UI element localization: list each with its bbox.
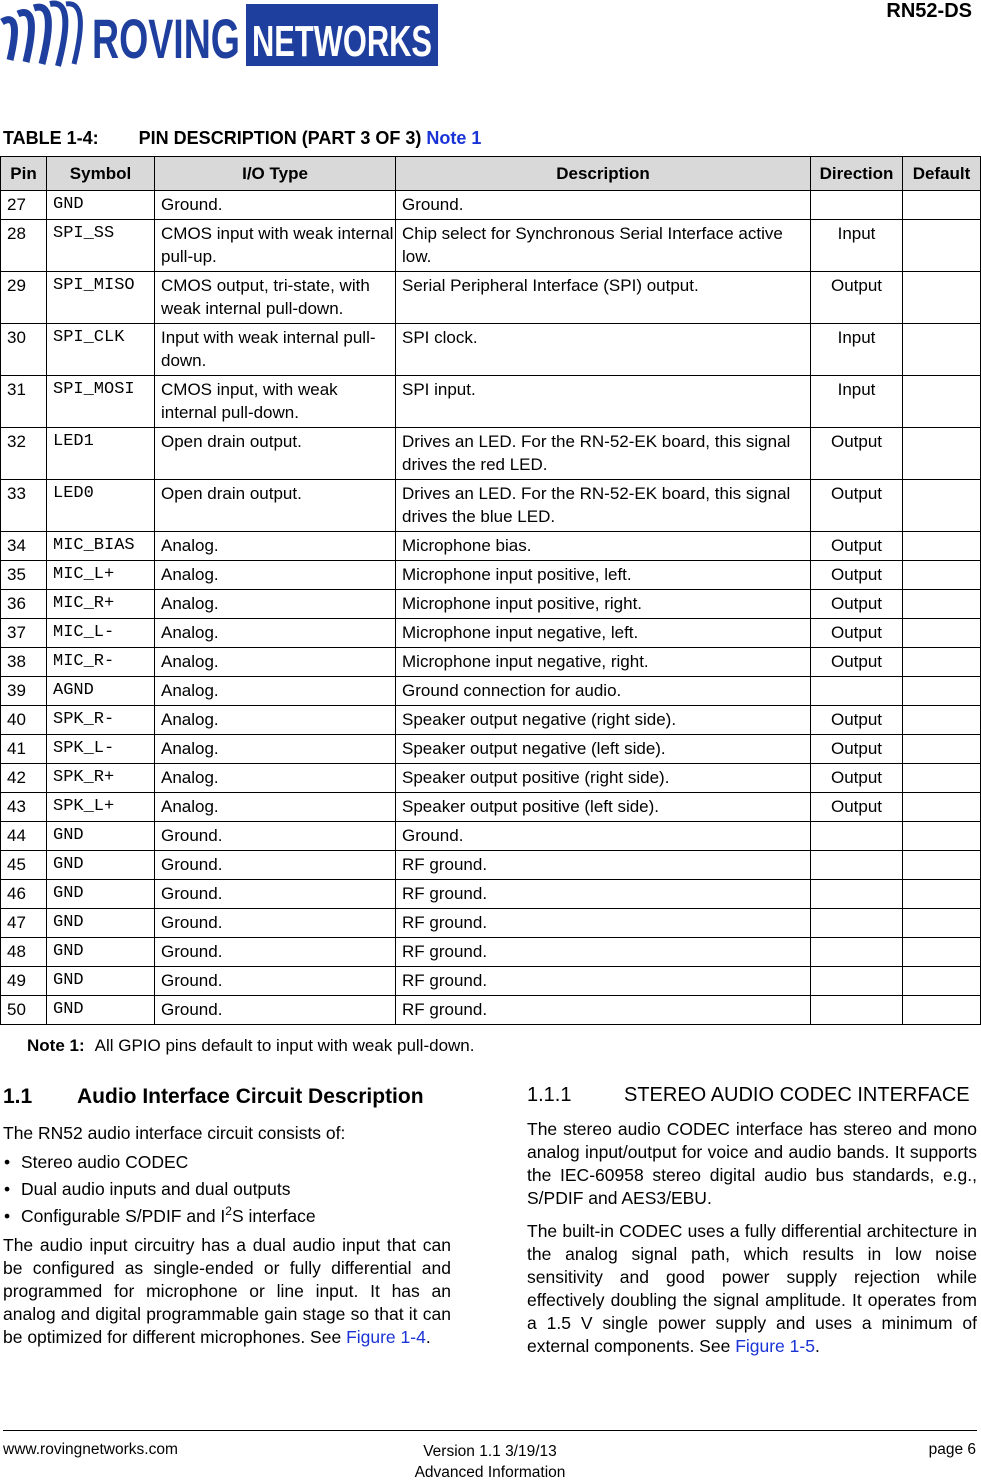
- cell-default: [903, 735, 981, 764]
- subsection-title: STEREO AUDIO CODEC INTERFACE: [624, 1084, 970, 1106]
- column-header-io-type: I/O Type: [155, 157, 396, 191]
- table-row: [1, 996, 981, 1025]
- table-row: [1, 590, 981, 619]
- document-id: RN52-DS: [886, 0, 972, 22]
- cell-direction: [811, 851, 903, 880]
- cell-io-type: Ground.: [155, 880, 396, 909]
- cell-direction: Output: [811, 272, 903, 324]
- table-row: [1, 532, 981, 561]
- logo-text-networks: NETWORKS: [252, 17, 432, 66]
- cell-direction: Output: [811, 793, 903, 822]
- cell-description: SPI input.: [396, 376, 811, 428]
- cell-description: Ground.: [396, 822, 811, 851]
- cell-io-type: Analog.: [155, 532, 396, 561]
- cell-description: SPI clock.: [396, 324, 811, 376]
- cell-io-type: CMOS input with weak internal pull-up.: [155, 220, 396, 272]
- cell-description: Ground connection for audio.: [396, 677, 811, 706]
- cell-pin: 28: [1, 220, 47, 272]
- table-row: [1, 272, 981, 324]
- cell-io-type: Open drain output.: [155, 428, 396, 480]
- cell-direction: Input: [811, 324, 903, 376]
- cell-direction: Output: [811, 561, 903, 590]
- cell-direction: [811, 677, 903, 706]
- cell-io-type: Ground.: [155, 938, 396, 967]
- cell-symbol: MIC_R+: [47, 590, 155, 619]
- cell-symbol: MIC_L+: [47, 561, 155, 590]
- cell-direction: Input: [811, 376, 903, 428]
- cell-description: RF ground.: [396, 880, 811, 909]
- pin-description-table: [0, 156, 981, 1025]
- feature-list: [3, 1149, 451, 1230]
- cell-direction: [811, 996, 903, 1025]
- cell-io-type: Ground.: [155, 851, 396, 880]
- cell-io-type: Analog.: [155, 619, 396, 648]
- cell-default: [903, 191, 981, 220]
- cell-io-type: CMOS input, with weak internal pull-down.: [155, 376, 396, 428]
- table-caption: PIN DESCRIPTION (PART 3 OF 3): [138, 128, 422, 148]
- table-row: [1, 376, 981, 428]
- cell-direction: [811, 938, 903, 967]
- cell-direction: Output: [811, 735, 903, 764]
- cell-symbol: SPI_MISO: [47, 272, 155, 324]
- cell-pin: 49: [1, 967, 47, 996]
- cell-default: [903, 590, 981, 619]
- table-row: [1, 967, 981, 996]
- table-row: [1, 851, 981, 880]
- cell-direction: Output: [811, 648, 903, 677]
- cell-pin: 50: [1, 996, 47, 1025]
- cell-symbol: LED1: [47, 428, 155, 480]
- cell-pin: 45: [1, 851, 47, 880]
- cell-description: Speaker output negative (left side).: [396, 735, 811, 764]
- cell-default: [903, 532, 981, 561]
- cell-direction: [811, 967, 903, 996]
- cell-direction: Output: [811, 590, 903, 619]
- cell-io-type: Analog.: [155, 764, 396, 793]
- cell-default: [903, 376, 981, 428]
- cell-description: Microphone input negative, left.: [396, 619, 811, 648]
- cell-io-type: Analog.: [155, 648, 396, 677]
- cell-description: Drives an LED. For the RN-52-EK board, this signal drives the red LED.: [396, 428, 811, 480]
- list-item: • Stereo audio CODEC: [3, 1149, 451, 1176]
- cell-description: RF ground.: [396, 996, 811, 1025]
- cell-pin: 46: [1, 880, 47, 909]
- cell-description: Speaker output negative (right side).: [396, 706, 811, 735]
- table-row: [1, 619, 981, 648]
- cell-pin: 32: [1, 428, 47, 480]
- cell-symbol: GND: [47, 967, 155, 996]
- cell-pin: 43: [1, 793, 47, 822]
- table-row: [1, 191, 981, 220]
- table-row: [1, 677, 981, 706]
- section-heading: [3, 1083, 451, 1110]
- cell-symbol: SPK_R-: [47, 706, 155, 735]
- roving-networks-logo: [0, 0, 440, 70]
- section-intro: The RN52 audio interface circuit consists of:: [3, 1123, 346, 1143]
- cell-default: [903, 706, 981, 735]
- table-row: [1, 764, 981, 793]
- cell-direction: [811, 191, 903, 220]
- cell-pin: 34: [1, 532, 47, 561]
- cell-default: [903, 764, 981, 793]
- footnote-text: All GPIO pins default to input with weak pull-down.: [94, 1036, 475, 1055]
- cell-symbol: SPI_CLK: [47, 324, 155, 376]
- cell-description: RF ground.: [396, 909, 811, 938]
- cell-symbol: GND: [47, 822, 155, 851]
- cell-direction: Input: [811, 220, 903, 272]
- cell-default: [903, 428, 981, 480]
- cell-symbol: AGND: [47, 677, 155, 706]
- table-number: TABLE 1-4:: [3, 128, 99, 148]
- cell-symbol: SPK_L-: [47, 735, 155, 764]
- table-row: [1, 735, 981, 764]
- cell-pin: 41: [1, 735, 47, 764]
- cell-pin: 39: [1, 677, 47, 706]
- section-paragraph: The audio input circuitry has a dual audio input that can be configured as single-ended or fully differential and programmed for microphone or line input. It has an analog and digital programmable gain stage so that it can be optimized for different microphones. See Figure 1-4.: [3, 1235, 451, 1347]
- cell-symbol: MIC_L-: [47, 619, 155, 648]
- cell-pin: 31: [1, 376, 47, 428]
- cell-description: Microphone bias.: [396, 532, 811, 561]
- cell-pin: 35: [1, 561, 47, 590]
- cell-io-type: Analog.: [155, 561, 396, 590]
- footer-status-text: Advanced Information: [414, 1464, 566, 1481]
- subsection-heading: [527, 1083, 977, 1108]
- cell-pin: 33: [1, 480, 47, 532]
- cell-pin: 29: [1, 272, 47, 324]
- cell-io-type: Open drain output.: [155, 480, 396, 532]
- cell-pin: 30: [1, 324, 47, 376]
- cell-io-type: Analog.: [155, 590, 396, 619]
- footer-page-number: page 6: [928, 1441, 976, 1458]
- cell-symbol: SPI_MOSI: [47, 376, 155, 428]
- table-row: [1, 220, 981, 272]
- cell-description: Microphone input positive, left.: [396, 561, 811, 590]
- cell-default: [903, 648, 981, 677]
- list-item: • Configurable S/PDIF and $I^2S$ interface: [3, 1203, 451, 1230]
- table-title: [3, 128, 481, 149]
- cell-direction: Output: [811, 619, 903, 648]
- section-number: 1.1: [3, 1085, 33, 1108]
- cell-default: [903, 561, 981, 590]
- cell-description: Chip select for Synchronous Serial Interface active low.: [396, 220, 811, 272]
- cell-default: [903, 272, 981, 324]
- cell-default: [903, 967, 981, 996]
- cell-direction: [811, 880, 903, 909]
- cell-direction: Output: [811, 764, 903, 793]
- cell-symbol: GND: [47, 880, 155, 909]
- figure-1-5-link[interactable]: Figure 1-5: [735, 1336, 815, 1356]
- cell-pin: 38: [1, 648, 47, 677]
- column-header-direction: Direction: [811, 157, 903, 191]
- table-footnote: [27, 1036, 475, 1056]
- cell-symbol: GND: [47, 996, 155, 1025]
- table-note-link[interactable]: Note 1: [426, 128, 482, 148]
- cell-io-type: CMOS output, tri-state, with weak internal pull-down.: [155, 272, 396, 324]
- cell-io-type: Analog.: [155, 706, 396, 735]
- cell-description: Speaker output positive (left side).: [396, 793, 811, 822]
- cell-direction: Output: [811, 480, 903, 532]
- table-row: [1, 428, 981, 480]
- table-row: [1, 938, 981, 967]
- subsection-paragraph: The built-in CODEC uses a fully differential architecture in the analog signal path, which results in low noise sensitivity and good power supply rejection while effectively doubling the signal amplitude. It operates from a 1.5 V single power supply and uses a minimum of external components. See Figure 1-5.: [527, 1221, 977, 1356]
- cell-pin: 44: [1, 822, 47, 851]
- cell-direction: Output: [811, 428, 903, 480]
- cell-symbol: SPK_R+: [47, 764, 155, 793]
- cell-default: [903, 880, 981, 909]
- subsection-number: 1.1.1: [527, 1084, 572, 1106]
- table-row: [1, 706, 981, 735]
- footnote-label: Note 1:: [27, 1036, 85, 1055]
- cell-default: [903, 480, 981, 532]
- cell-io-type: Ground.: [155, 967, 396, 996]
- cell-default: [903, 938, 981, 967]
- cell-io-type: Analog.: [155, 677, 396, 706]
- table-row: [1, 648, 981, 677]
- cell-symbol: MIC_R-: [47, 648, 155, 677]
- cell-symbol: GND: [47, 851, 155, 880]
- footer-version-text: Version 1.1 3/19/13: [423, 1443, 557, 1460]
- cell-io-type: Ground.: [155, 191, 396, 220]
- cell-default: [903, 822, 981, 851]
- cell-pin: 47: [1, 909, 47, 938]
- cell-description: Microphone input negative, right.: [396, 648, 811, 677]
- cell-io-type: Input with weak internal pull-down.: [155, 324, 396, 376]
- column-header-symbol: Symbol: [47, 157, 155, 191]
- table-row: [1, 561, 981, 590]
- cell-symbol: MIC_BIAS: [47, 532, 155, 561]
- cell-io-type: Ground.: [155, 822, 396, 851]
- cell-description: Serial Peripheral Interface (SPI) output.: [396, 272, 811, 324]
- cell-symbol: GND: [47, 938, 155, 967]
- table-row: [1, 793, 981, 822]
- cell-default: [903, 677, 981, 706]
- cell-symbol: SPI_SS: [47, 220, 155, 272]
- footer-version: [0, 1441, 980, 1483]
- table-row: [1, 822, 981, 851]
- table-row: [1, 480, 981, 532]
- cell-io-type: Analog.: [155, 793, 396, 822]
- signal-waves-logo-icon: [2, 4, 80, 66]
- cell-description: RF ground.: [396, 967, 811, 996]
- section-stereo-codec: [527, 1083, 977, 1358]
- cell-symbol: GND: [47, 191, 155, 220]
- cell-symbol: SPK_L+: [47, 793, 155, 822]
- cell-pin: 42: [1, 764, 47, 793]
- list-item: • Dual audio inputs and dual outputs: [3, 1176, 451, 1203]
- cell-pin: 40: [1, 706, 47, 735]
- cell-default: [903, 793, 981, 822]
- cell-io-type: Ground.: [155, 909, 396, 938]
- cell-description: Microphone input positive, right.: [396, 590, 811, 619]
- cell-default: [903, 996, 981, 1025]
- cell-pin: 48: [1, 938, 47, 967]
- footer-url[interactable]: www.rovingnetworks.com: [3, 1441, 178, 1458]
- cell-direction: Output: [811, 706, 903, 735]
- cell-io-type: Ground.: [155, 996, 396, 1025]
- cell-direction: Output: [811, 532, 903, 561]
- cell-direction: [811, 822, 903, 851]
- cell-pin: 37: [1, 619, 47, 648]
- cell-symbol: GND: [47, 909, 155, 938]
- cell-default: [903, 909, 981, 938]
- table-row: [1, 909, 981, 938]
- cell-default: [903, 619, 981, 648]
- cell-pin: 36: [1, 590, 47, 619]
- cell-description: RF ground.: [396, 851, 811, 880]
- cell-description: RF ground.: [396, 938, 811, 967]
- cell-direction: [811, 909, 903, 938]
- cell-symbol: LED0: [47, 480, 155, 532]
- cell-default: [903, 220, 981, 272]
- subsection-paragraph: The stereo audio CODEC interface has stereo and mono analog input/output for voice and audio bands. It supports the IEC-60958 stereo digital audio bus standards, e.g., S/PDIF and AES3/EBU.: [527, 1119, 977, 1208]
- table-header-row: [1, 157, 981, 191]
- cell-description: Ground.: [396, 191, 811, 220]
- logo-text-roving: ROVING: [92, 7, 240, 70]
- table-row: [1, 880, 981, 909]
- section-audio-interface: [3, 1083, 451, 1349]
- footer-divider: [3, 1430, 977, 1431]
- cell-pin: 27: [1, 191, 47, 220]
- column-header-description: Description: [396, 157, 811, 191]
- cell-description: Speaker output positive (right side).: [396, 764, 811, 793]
- column-header-pin: Pin: [1, 157, 47, 191]
- cell-description: Drives an LED. For the RN-52-EK board, this signal drives the blue LED.: [396, 480, 811, 532]
- cell-default: [903, 324, 981, 376]
- section-title: Audio Interface Circuit Description: [77, 1085, 424, 1108]
- column-header-default: Default: [903, 157, 981, 191]
- cell-io-type: Analog.: [155, 735, 396, 764]
- table-row: [1, 324, 981, 376]
- figure-1-4-link[interactable]: Figure 1-4: [346, 1327, 426, 1347]
- cell-default: [903, 851, 981, 880]
